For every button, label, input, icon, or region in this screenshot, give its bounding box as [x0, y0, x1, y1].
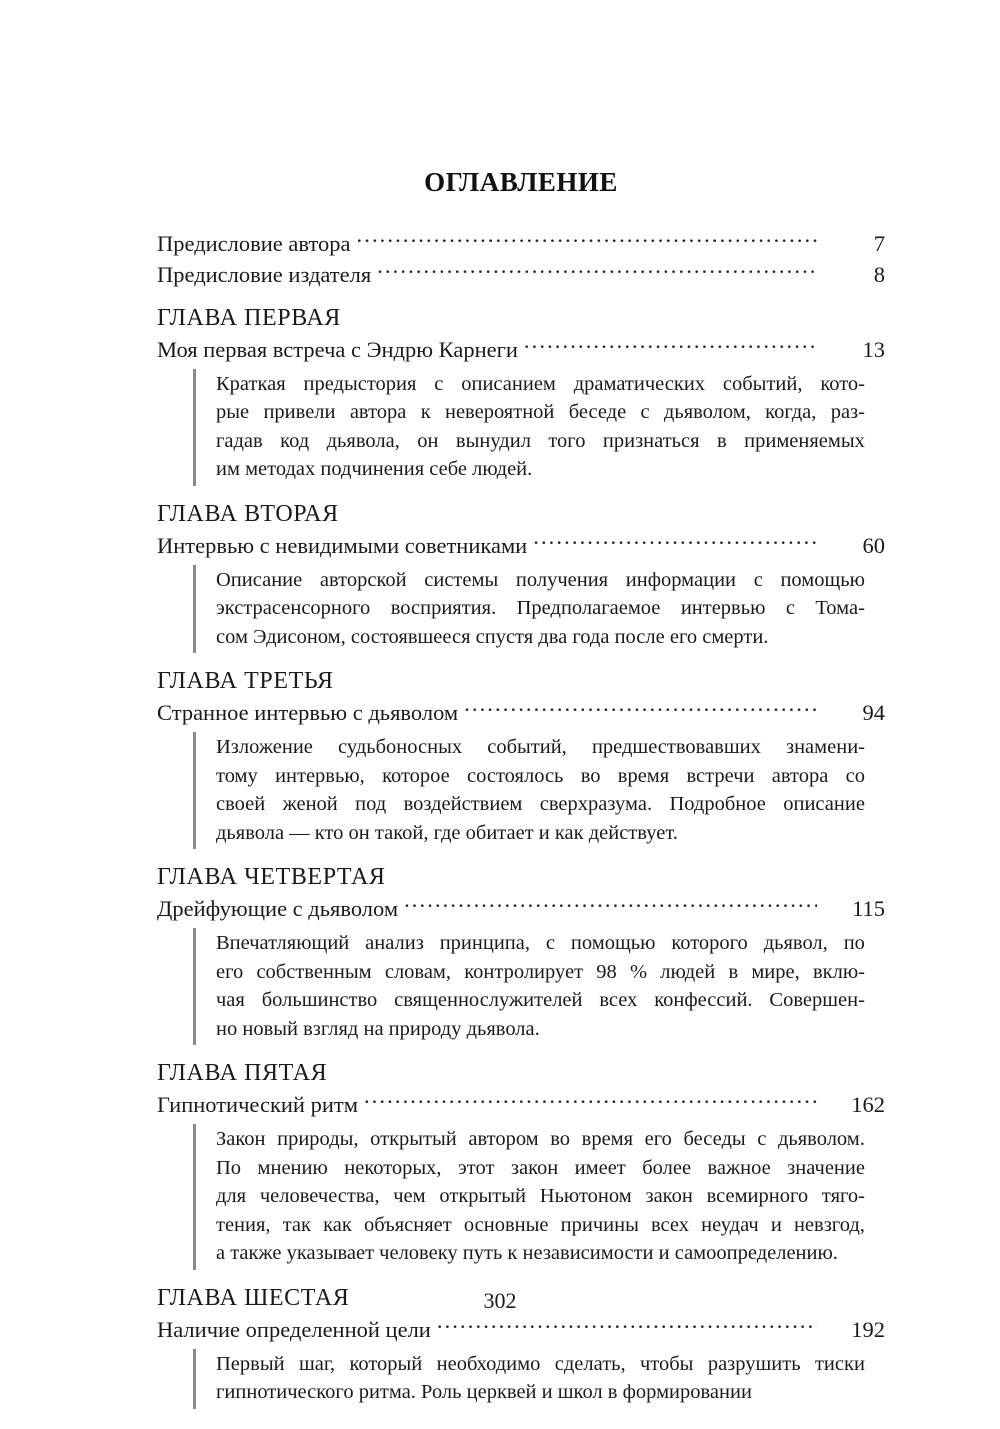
- word: к: [420, 401, 431, 424]
- chapter-entry[interactable]: [157, 1089, 885, 1120]
- word: закон: [645, 1185, 693, 1208]
- description-line: [216, 370, 865, 399]
- word: открытый: [370, 1128, 457, 1151]
- word: признаться: [602, 429, 700, 452]
- chapter-title: Дрейфующие с дьяволом: [157, 896, 399, 922]
- word: в: [728, 960, 739, 983]
- dot-leader: [533, 530, 817, 553]
- word: дьявола,: [326, 429, 400, 452]
- word: природы,: [277, 1128, 359, 1151]
- word: закон: [510, 1156, 559, 1179]
- word: интервью: [680, 597, 766, 620]
- chapter-title: Моя первая встреча с Эндрю Карнеги: [157, 336, 518, 362]
- word: которое: [382, 764, 450, 787]
- word: которого: [671, 932, 748, 955]
- word: его: [644, 1128, 672, 1151]
- chapter-description: [193, 928, 865, 1045]
- word: рые: [216, 401, 250, 424]
- word: сверхразума.: [539, 793, 653, 816]
- description-line: [216, 398, 865, 427]
- word: встречи: [686, 764, 755, 787]
- word: разрушить: [707, 1352, 801, 1375]
- word: чая: [216, 989, 245, 1012]
- chapter-block: [157, 1058, 885, 1270]
- dot-leader: [377, 259, 817, 282]
- chapter-entry[interactable]: [157, 334, 885, 365]
- word: всемирного: [706, 1185, 809, 1208]
- chapter-description: [193, 732, 865, 849]
- toc-entry-page: 8: [873, 261, 885, 287]
- word: большинство: [261, 989, 378, 1012]
- word: %: [629, 960, 648, 983]
- word: предшествовавших: [591, 736, 761, 759]
- chapter-list: [157, 303, 885, 1409]
- toc-entry-label: Предисловие издателя: [157, 261, 372, 287]
- word: по: [843, 932, 865, 955]
- description-line: [216, 1350, 865, 1379]
- word: Первый: [216, 1352, 285, 1375]
- chapter-description: [193, 1349, 865, 1409]
- word: который: [349, 1352, 423, 1375]
- toc-content: [157, 168, 885, 1409]
- word: применяемых: [744, 429, 865, 452]
- word: интервью,: [275, 764, 365, 787]
- description-line: [216, 986, 865, 1015]
- word: имеет: [574, 1156, 626, 1179]
- chapter-page: 60: [862, 532, 885, 558]
- word: драматических: [573, 372, 706, 395]
- description-line: сом Эдисоном, состоявшееся спустя два года после его смерти.: [216, 625, 769, 648]
- chapter-heading: ГЛАВА ТРЕТЬЯ: [157, 668, 334, 695]
- description-line: [216, 958, 865, 987]
- word: экстрасенсорного: [216, 597, 371, 620]
- word: собственным: [256, 960, 372, 983]
- word: всех: [599, 989, 638, 1012]
- word: восприятия.: [390, 597, 497, 620]
- word: когда,: [765, 401, 817, 424]
- word: с: [785, 597, 795, 620]
- word: беседы: [683, 1128, 746, 1151]
- chapter-block: [157, 499, 885, 654]
- word: дьявол,: [763, 932, 828, 955]
- word: тения,: [216, 1213, 271, 1236]
- word: информации: [625, 568, 737, 591]
- word: всех: [651, 1213, 689, 1236]
- description-line: [216, 762, 865, 791]
- word: своей: [216, 793, 266, 816]
- word: неудач: [701, 1213, 759, 1236]
- chapter-block: [157, 303, 885, 486]
- word: Предполагаемое: [516, 597, 661, 620]
- word: как: [323, 1213, 352, 1236]
- description-line: [216, 733, 865, 762]
- word: получения: [515, 568, 609, 591]
- chapter-heading: ГЛАВА ПЕРВАЯ: [157, 304, 341, 331]
- word: привели: [263, 401, 336, 424]
- chapter-description: [193, 565, 865, 654]
- word: кото-: [820, 372, 865, 395]
- toc-entry-page: 7: [873, 230, 885, 256]
- word: контролирует: [464, 960, 584, 983]
- chapter-block: [157, 862, 885, 1045]
- word: гадав: [216, 429, 263, 452]
- word: раз-: [830, 401, 865, 424]
- word: мнению: [257, 1156, 328, 1179]
- description-line: [216, 1211, 865, 1240]
- word: авторской: [319, 568, 407, 591]
- word: код: [280, 429, 310, 452]
- chapter-title: Наличие определенной цели: [157, 1316, 431, 1342]
- word: и: [770, 1213, 782, 1236]
- word: священнослужителей: [394, 989, 583, 1012]
- chapter-heading: ГЛАВА ВТОРАЯ: [157, 500, 339, 527]
- page-number: 302: [483, 1288, 517, 1313]
- chapter-entry[interactable]: [157, 697, 885, 728]
- word: вклю-: [812, 960, 865, 983]
- word: Впечатляющий: [216, 932, 350, 955]
- word: конфессий.: [654, 989, 753, 1012]
- word: воздействием: [403, 793, 523, 816]
- description-line: [216, 929, 865, 958]
- word: важное: [707, 1156, 771, 1179]
- chapter-title: Интервью с невидимыми советниками: [157, 532, 528, 558]
- word: анализ: [365, 932, 424, 955]
- word: для: [216, 1185, 247, 1208]
- word: 98: [596, 960, 617, 983]
- word: состоялось: [467, 764, 564, 787]
- word: помощью: [570, 932, 656, 955]
- word: дьяволом,: [663, 401, 751, 424]
- word: помощью: [780, 568, 865, 591]
- word: под: [355, 793, 387, 816]
- word: сделать,: [554, 1352, 626, 1375]
- word: словам,: [384, 960, 452, 983]
- word: автора: [771, 764, 829, 787]
- word: в: [717, 429, 727, 452]
- word: с: [545, 932, 556, 955]
- word: мире,: [751, 960, 800, 983]
- word: автора: [349, 401, 407, 424]
- word: знамени-: [785, 736, 865, 759]
- word: описание: [783, 793, 865, 816]
- word: судьбоносных: [338, 736, 463, 759]
- word: причины: [560, 1213, 639, 1236]
- word: более: [642, 1156, 692, 1179]
- toc-entry[interactable]: [157, 259, 885, 290]
- description-line: [216, 790, 865, 819]
- description-line: [216, 1125, 865, 1154]
- chapter-entry[interactable]: [157, 530, 885, 561]
- word: значение: [787, 1156, 865, 1179]
- page-title: ОГЛАВЛЕНИЕ: [424, 167, 618, 197]
- word: событий,: [487, 736, 567, 759]
- word: с: [640, 401, 650, 424]
- description-line: но новый взгляд на природу дьявола.: [216, 1017, 540, 1040]
- word: Изложение: [216, 736, 313, 759]
- word: чтобы: [640, 1352, 694, 1375]
- description-line: [216, 1182, 865, 1211]
- chapter-entry[interactable]: [157, 1314, 885, 1345]
- chapter-description: [193, 1124, 865, 1270]
- word: дьяволом.: [777, 1128, 865, 1151]
- dot-leader: [464, 698, 817, 721]
- word: тяго-: [821, 1185, 865, 1208]
- word: с: [753, 568, 763, 591]
- chapter-page: 192: [851, 1316, 885, 1342]
- description-line: а также указывает человеку путь к независимости и самоопределению.: [216, 1242, 838, 1265]
- word: время: [581, 1128, 634, 1151]
- chapter-page: 115: [852, 896, 885, 922]
- front-matter-list: [157, 228, 885, 290]
- word: предыстория: [303, 372, 417, 395]
- word: Совершен-: [769, 989, 865, 1012]
- word: объясняет: [363, 1213, 452, 1236]
- toc-entry-label: Предисловие автора: [157, 230, 351, 256]
- chapter-heading: ГЛАВА ПЯТАЯ: [157, 1060, 328, 1087]
- chapter-heading: ГЛАВА ШЕСТАЯ: [157, 1284, 350, 1311]
- dot-leader: [404, 894, 817, 917]
- description-line: гипнотического ритма. Роль церквей и школ в формировании: [216, 1381, 752, 1404]
- dot-leader: [364, 1090, 817, 1113]
- word: Краткая: [216, 372, 286, 395]
- chapter-entry[interactable]: [157, 893, 885, 924]
- chapter-heading: ГЛАВА ЧЕТВЕРТАЯ: [157, 864, 386, 891]
- word: тиски: [814, 1352, 865, 1375]
- chapter-title: Странное интервью с дьяволом: [157, 700, 459, 726]
- word: его: [216, 960, 244, 983]
- word: описанием: [461, 372, 556, 395]
- word: открытый: [439, 1185, 527, 1208]
- word: Подробное: [669, 793, 766, 816]
- description-line: [216, 427, 865, 456]
- word: со: [845, 764, 865, 787]
- word: принципа,: [439, 932, 531, 955]
- word: с: [757, 1128, 767, 1151]
- word: шаг,: [298, 1352, 336, 1375]
- dot-leader: [437, 1314, 817, 1337]
- word: основные: [463, 1213, 549, 1236]
- description-line: дьявола — кто он такой, где обитает и как действует.: [216, 821, 678, 844]
- word: беседе: [568, 401, 627, 424]
- word: время: [617, 764, 670, 787]
- word: невероятной: [444, 401, 555, 424]
- word: автором: [468, 1128, 539, 1151]
- word: так: [282, 1213, 311, 1236]
- word: он: [417, 429, 439, 452]
- word: вынудил: [455, 429, 531, 452]
- word: невзгод,: [793, 1213, 865, 1236]
- dot-leader: [357, 228, 818, 251]
- chapter-description: [193, 369, 865, 486]
- word: того: [548, 429, 586, 452]
- word: некоторых,: [344, 1156, 442, 1179]
- description-line: [216, 594, 865, 623]
- dot-leader: [524, 334, 817, 357]
- word: с: [434, 372, 444, 395]
- toc-entry[interactable]: [157, 228, 885, 259]
- word: тому: [216, 764, 258, 787]
- word: По: [216, 1156, 242, 1179]
- word: Ньютоном: [539, 1185, 632, 1208]
- chapter-block: [157, 666, 885, 849]
- word: системы: [424, 568, 499, 591]
- word: Тома-: [815, 597, 865, 620]
- word: Закон: [216, 1128, 266, 1151]
- chapter-page: 162: [851, 1092, 885, 1118]
- word: необходимо: [436, 1352, 541, 1375]
- word: чем: [393, 1185, 426, 1208]
- word: людей: [660, 960, 716, 983]
- chapter-title: Гипнотический ритм: [157, 1092, 358, 1118]
- chapter-page: 94: [862, 700, 885, 726]
- word: человечества,: [259, 1185, 380, 1208]
- word: событий,: [722, 372, 803, 395]
- description-line: [216, 566, 865, 595]
- description-line: [216, 1154, 865, 1183]
- chapter-page: 13: [862, 336, 885, 362]
- word: во: [550, 1128, 571, 1151]
- word: во: [580, 764, 601, 787]
- word: Описание: [216, 568, 303, 591]
- word: этот: [458, 1156, 495, 1179]
- word: женой: [282, 793, 338, 816]
- description-line: им методах подчинения себе людей.: [216, 458, 533, 481]
